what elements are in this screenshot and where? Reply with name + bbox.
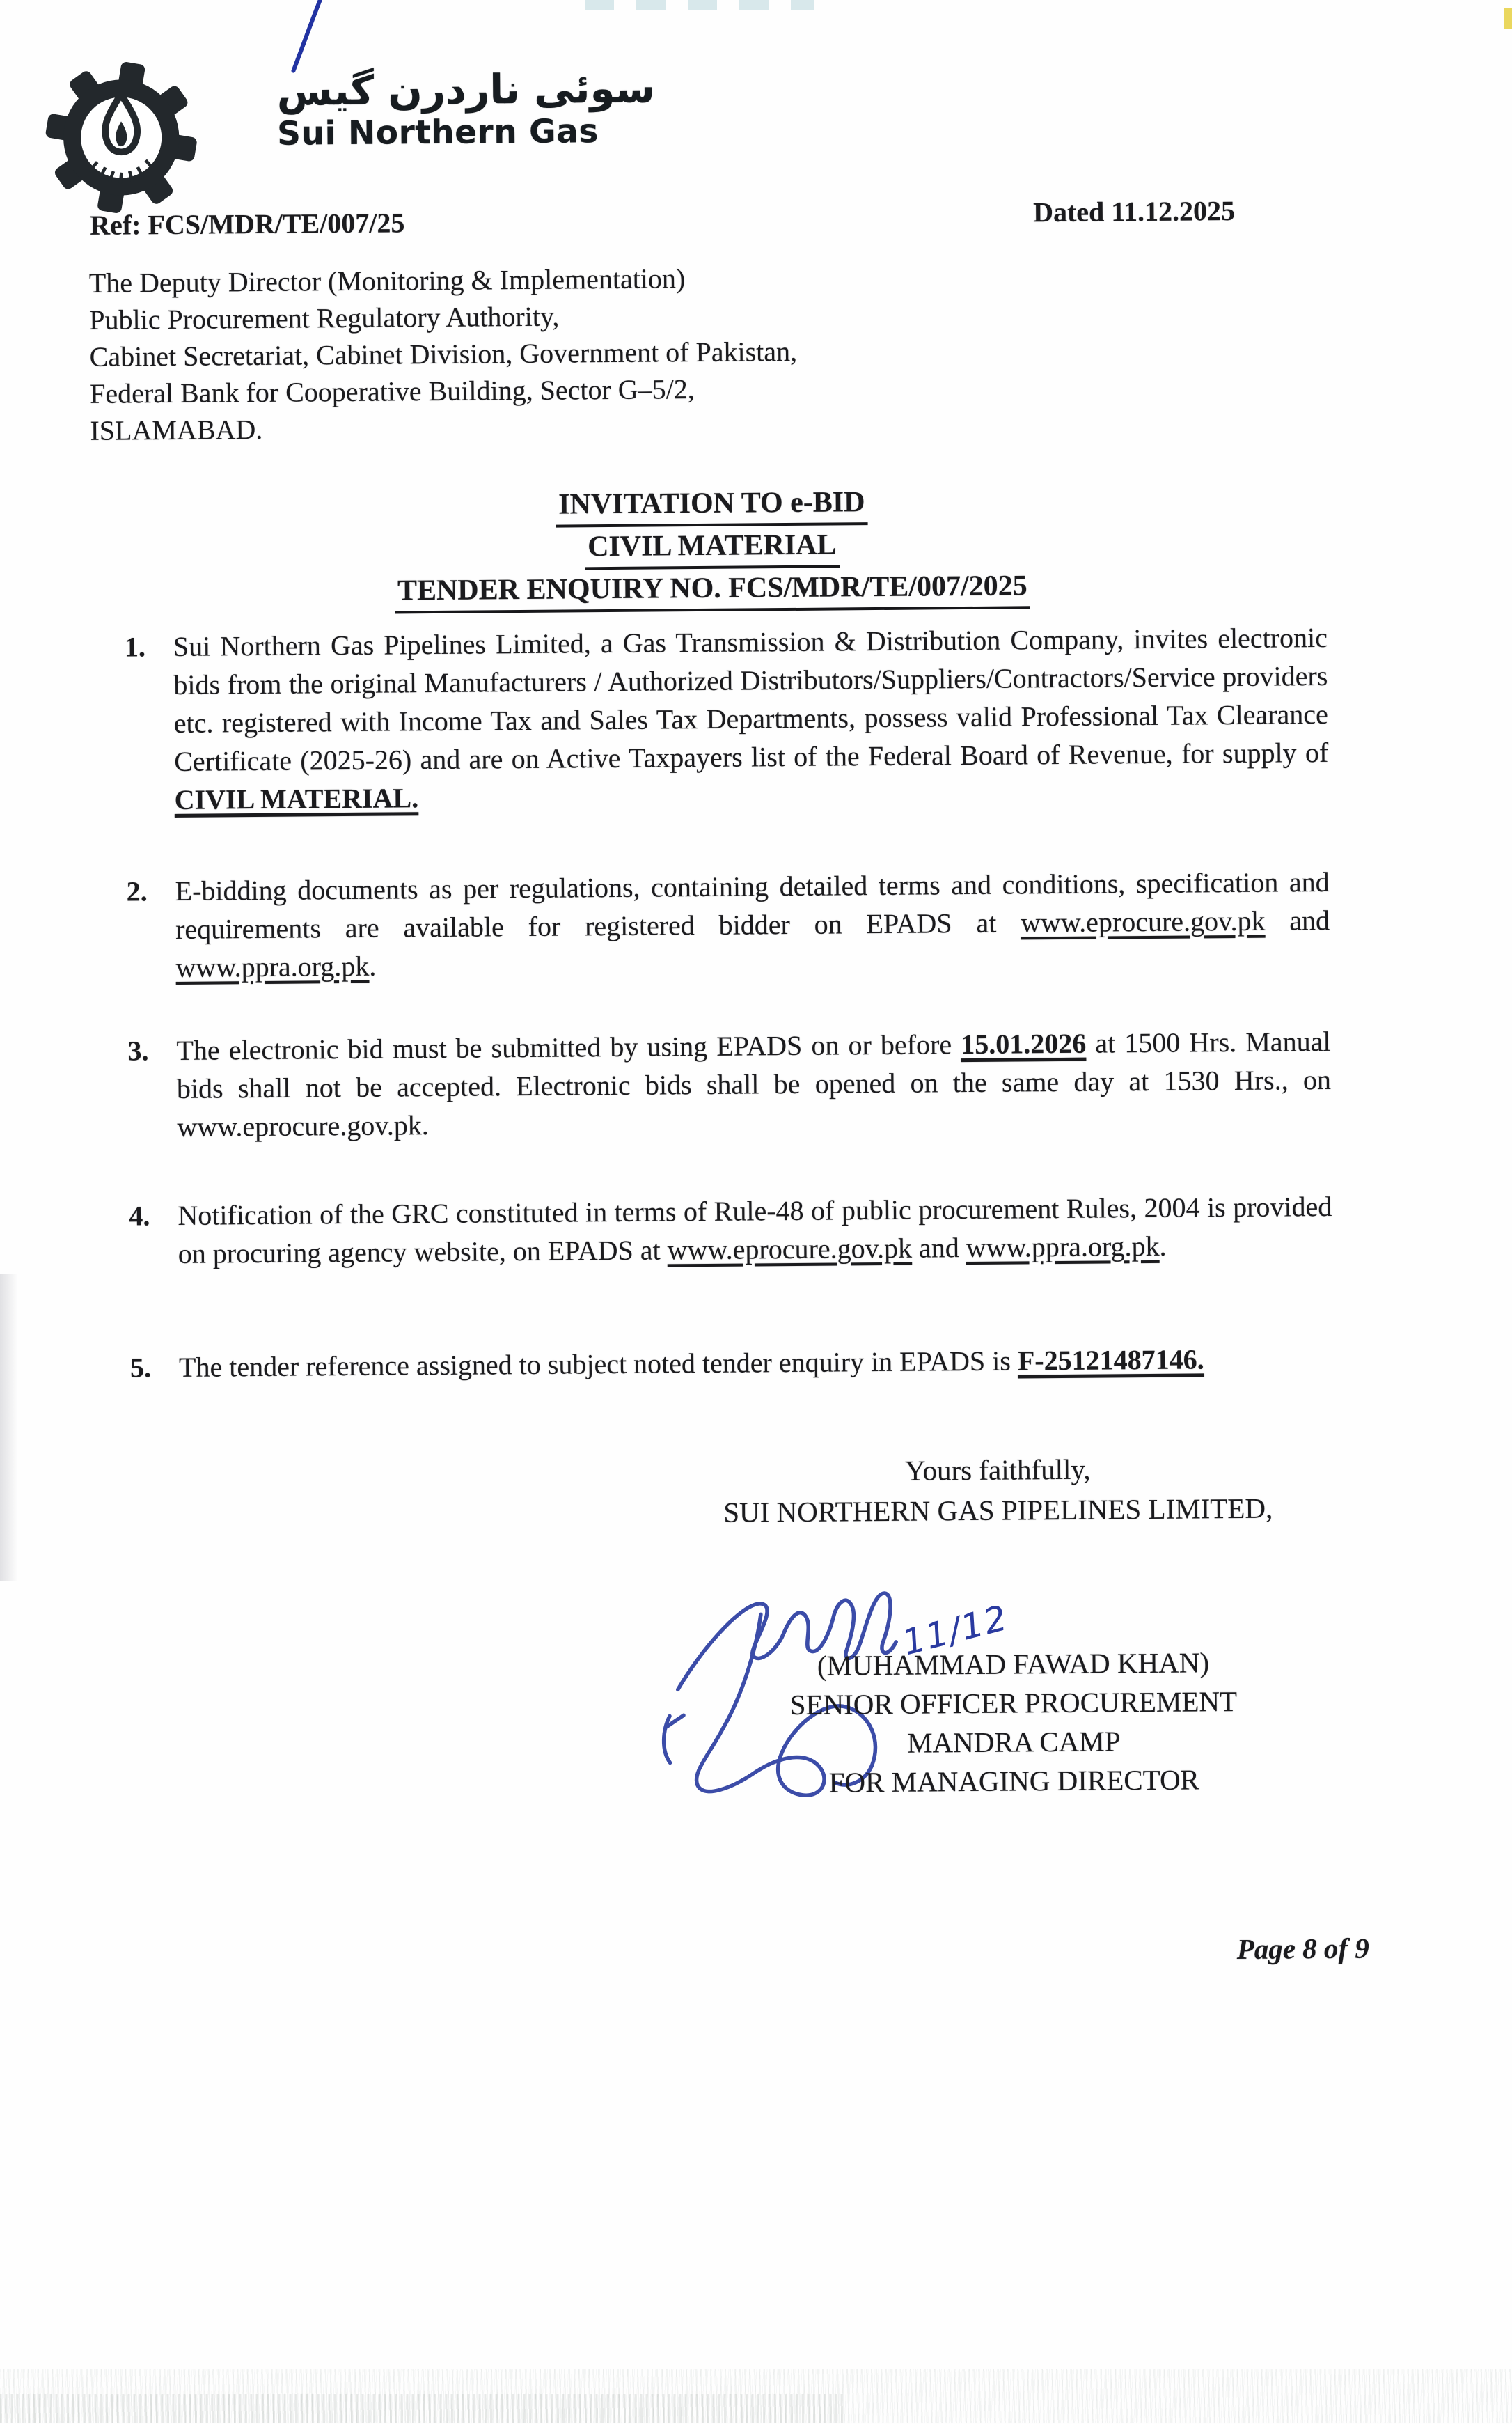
recipient-address <box>89 259 798 449</box>
page-number: Page 8 of 9 <box>1236 1932 1370 1966</box>
item-number: 1. <box>124 631 146 663</box>
body-text: at 1500 Hrs. Manual bids shall not be accepted. Electronic bids shall be opened on the same day at 1530 Hrs., on www.eprocure.gov.pk. <box>176 1025 1332 1143</box>
item-number: 5. <box>129 1352 152 1384</box>
gear-flame-logo-icon <box>40 56 203 219</box>
title-material: CIVIL MATERIAL <box>585 525 840 570</box>
signatory-block <box>686 1642 1341 1803</box>
tender-item <box>125 618 1329 820</box>
letter-title-block <box>0 478 1430 617</box>
tender-item <box>126 863 1330 987</box>
item-gap <box>129 1137 1332 1197</box>
closing-company: SUI NORTHERN GAS PIPELINES LIMITED, <box>723 1492 1273 1528</box>
body-text: and <box>911 1232 966 1264</box>
scan-artifact-yellow <box>1504 8 1512 29</box>
pen-stroke-mark <box>242 0 340 84</box>
highlighted-text: www.ppra.org.pk <box>966 1230 1160 1264</box>
highlighted-text: CIVIL MATERIAL. <box>174 782 419 815</box>
recipient-line: The Deputy Director (Monitoring & Implementation) <box>88 263 686 299</box>
tender-item <box>129 1187 1332 1274</box>
item-gap <box>126 810 1330 873</box>
letter-date: Dated 11.12.2025 <box>1032 194 1236 228</box>
highlighted-text: www.eprocure.gov.pk <box>667 1232 913 1266</box>
title-tender-enquiry: TENDER ENQUIRY NO. FCS/MDR/TE/007/2025 <box>395 566 1030 613</box>
closing-block <box>670 1447 1325 1533</box>
item-text <box>173 618 1329 819</box>
highlighted-text: 15.01.2026 <box>961 1027 1087 1061</box>
body-text: E-bidding documents as per regulations, containing detailed terms and conditions, specification and requirements are available for registered bidder on EPADS at <box>175 866 1330 945</box>
scan-smudge-left <box>0 1274 18 1581</box>
item-number: 2. <box>126 875 148 907</box>
recipient-line: Federal Bank for Cooperative Building, Sector G–5/2, <box>89 373 695 409</box>
signatory-title: SENIOR OFFICER PROCUREMENT <box>789 1685 1238 1721</box>
item-text <box>176 1022 1331 1146</box>
item-number: 3. <box>127 1035 149 1067</box>
body-text: Notification of the GRC constituted in terms of Rule-48 of public procurement Rules, 2004 is provided on procuring agency website, on EPADS at <box>178 1190 1332 1269</box>
item-number: 4. <box>129 1200 150 1232</box>
highlighted-text: www.eprocure.gov.pk <box>1020 905 1266 939</box>
body-text: Sui Northern Gas Pipelines Limited, a Gas Transmission & Distribution Company, invites electronic bids from the original Manufacturers / Authorized Distributors/Suppliers/Contractors/Service providers etc. registered with Income Tax and Sales Tax Departments, possess valid Professional Tax Clearance Certificate (2025-26) and are on Active Taxpayers list of the Federal Board of Revenue, for supply of <box>173 621 1329 777</box>
body-text: . <box>369 950 377 982</box>
recipient-line: Public Procurement Regulatory Authority, <box>89 300 560 336</box>
body-text: . <box>1159 1230 1167 1262</box>
tender-item <box>127 1022 1331 1147</box>
logo-urdu-text: سوئی ناردرن گیس <box>276 64 656 115</box>
body-text: and <box>1265 904 1330 937</box>
company-logo <box>40 45 737 225</box>
recipient-line: ISLAMABAD. <box>90 413 263 446</box>
title-invitation: INVITATION TO e-BID <box>556 483 868 528</box>
logo-company-name: Sui Northern Gas <box>276 112 599 153</box>
scan-artifact-top <box>585 0 814 10</box>
item-text <box>175 863 1330 987</box>
closing-salutation: Yours faithfully, <box>904 1453 1091 1487</box>
signatory-name: (MUHAMMAD FAWAD KHAN) <box>817 1646 1210 1682</box>
tender-items <box>125 618 1334 1387</box>
body-text: The tender reference assigned to subject noted tender enquiry in EPADS is <box>178 1345 1018 1383</box>
handwritten-date: 11/12 <box>898 1597 1012 1664</box>
reference-number: Ref: FCS/MDR/TE/007/25 <box>90 207 405 241</box>
signatory-authority: FOR MANAGING DIRECTOR <box>828 1763 1200 1799</box>
body-text: The electronic bid must be submitted by using EPADS on or before <box>176 1029 961 1066</box>
item-gap <box>129 1264 1333 1349</box>
highlighted-text: F-25121487146. <box>1017 1343 1204 1377</box>
recipient-line: Cabinet Secretariat, Cabinet Division, Government of Pakistan, <box>89 335 798 373</box>
item-text <box>179 1339 1333 1386</box>
signatory-location: MANDRA CAMP <box>906 1725 1121 1759</box>
item-text <box>178 1187 1332 1273</box>
highlighted-text: www.ppra.org.pk <box>175 950 370 983</box>
scan-noise-bottom-left <box>0 2394 846 2423</box>
